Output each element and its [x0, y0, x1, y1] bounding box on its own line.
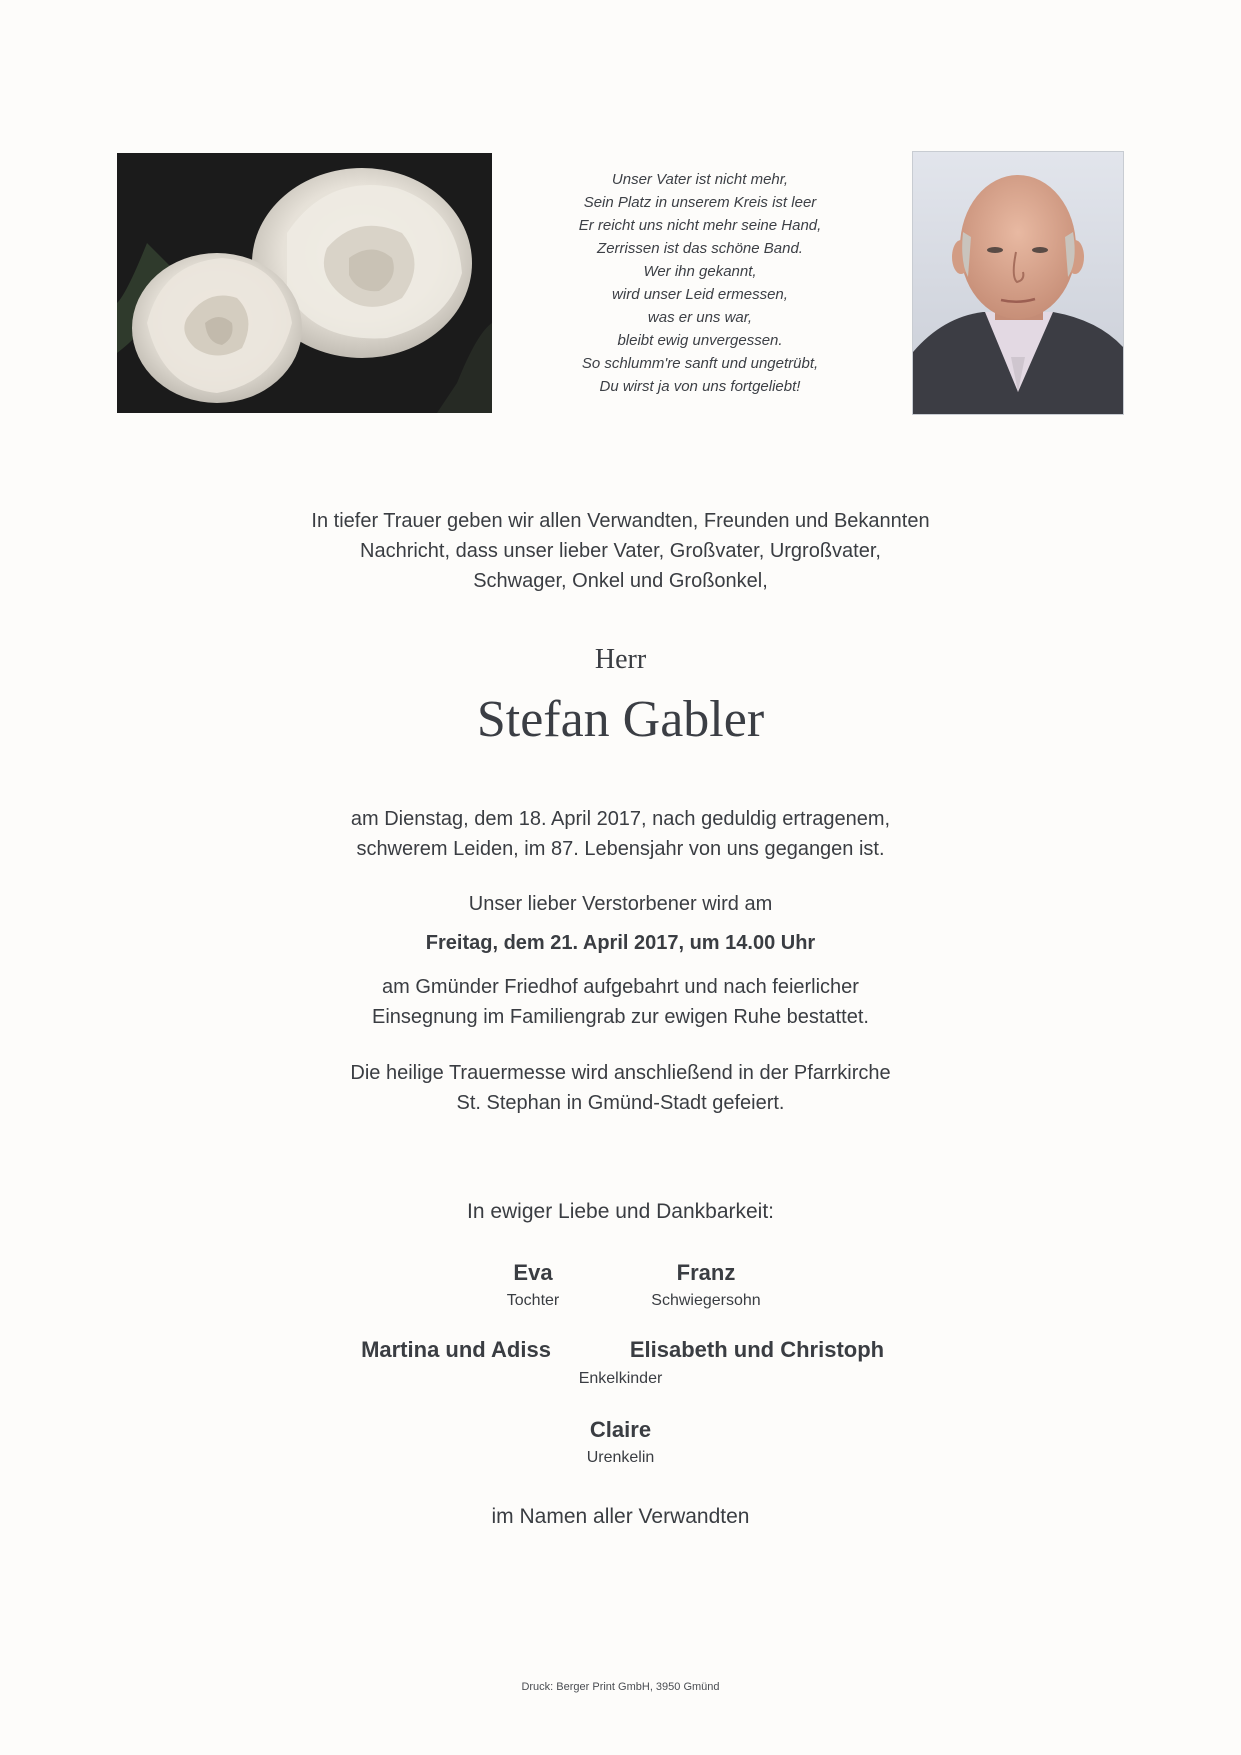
poem-line: Du wirst ja von uns fortgeliebt! [599, 378, 801, 395]
poem-line: wird unser Leid ermessen, [612, 286, 788, 303]
closing-line: im Namen aller Verwandten [491, 1505, 750, 1528]
poem-line: Unser Vater ist nicht mehr, [611, 171, 789, 188]
memorial-poem [520, 168, 880, 398]
mourner-grandchildren-1: Martina und Adiss [361, 1337, 551, 1362]
portrait-photo [912, 151, 1124, 415]
mourner-great-grandchild [0, 1417, 1241, 1467]
mourner-daughter [433, 1260, 633, 1310]
intro-text [0, 506, 1241, 596]
honorific: Herr [594, 644, 647, 675]
funeral-intro: Unser lieber Verstorbener wird am [468, 893, 773, 915]
intro-line: In tiefer Trauer geben wir allen Verwandten, Freunden und Bekannten [311, 510, 930, 532]
mourner-name: Franz [676, 1260, 736, 1285]
poem-line: Wer ihn gekannt, [643, 263, 757, 280]
mourner-role: Schwiegersohn [651, 1292, 761, 1309]
white-roses-photo [117, 153, 492, 413]
funeral-place [0, 972, 1241, 1032]
mass-line: Die heilige Trauermesse wird anschließend in der Pfarrkirche [350, 1062, 891, 1084]
mourner-name: Eva [513, 1260, 553, 1285]
intro-line: Schwager, Onkel und Großonkel, [473, 570, 768, 592]
death-line: schwerem Leiden, im 87. Lebensjahr von uns gegangen ist. [356, 838, 885, 860]
mass-line: St. Stephan in Gmünd-Stadt gefeiert. [456, 1092, 785, 1114]
poem-line: bleibt ewig unvergessen. [617, 332, 783, 349]
poem-line: Zerrissen ist das schöne Band. [597, 240, 803, 257]
grandchildren-role: Enkelkinder [578, 1370, 663, 1387]
funeral-date: Freitag, dem 21. April 2017, um 14.00 Uhr [425, 932, 816, 954]
poem-line: So schlumm're sanft und ungetrübt, [581, 355, 819, 372]
mourner-grandchildren-2: Elisabeth und Christoph [629, 1337, 885, 1362]
funeral-place-line: Einsegnung im Familiengrab zur ewigen Ruhe bestattet. [372, 1006, 869, 1028]
funeral-place-line: am Gmünder Friedhof aufgebahrt und nach feierlicher [382, 976, 859, 998]
mourner-role: Tochter [506, 1292, 560, 1309]
poem-line: Er reicht uns nicht mehr seine Hand, [578, 217, 822, 234]
poem-line: was er uns war, [647, 309, 753, 326]
mourner-role: Urenkelin [586, 1449, 655, 1466]
gratitude-line: In ewiger Liebe und Dankbarkeit: [466, 1200, 775, 1223]
intro-line: Nachricht, dass unser lieber Vater, Großvater, Urgroßvater, [360, 540, 881, 562]
mass-notice [0, 1058, 1241, 1118]
poem-line: Sein Platz in unserem Kreis ist leer [583, 194, 817, 211]
death-line: am Dienstag, dem 18. April 2017, nach geduldig ertragenem, [350, 808, 891, 830]
printer-credit: Druck: Berger Print GmbH, 3950 Gmünd [521, 1681, 720, 1693]
deceased-name: Stefan Gabler [476, 691, 765, 748]
mourner-son-in-law [606, 1260, 806, 1310]
death-notice [0, 804, 1241, 864]
mourner-name: Claire [589, 1417, 652, 1442]
